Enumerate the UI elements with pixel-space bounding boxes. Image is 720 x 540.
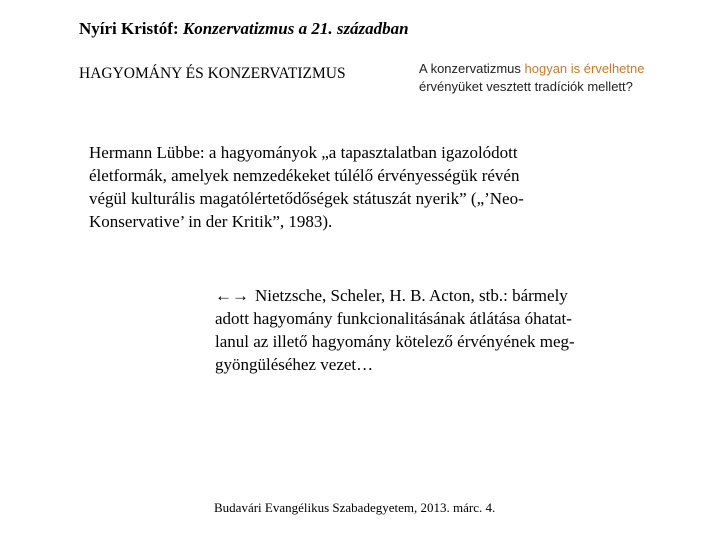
question-line-2: érvényüket vesztett tradíciók mellett? bbox=[419, 79, 633, 94]
footer-credit: Budavári Evangélikus Szabadegyetem, 2013. márc. 4. bbox=[214, 500, 496, 515]
question-highlight: hogyan is érvelhetne bbox=[524, 61, 645, 76]
quote-line: végül kulturális magatólértetődőségek státuszát nyerik” („’Neo- bbox=[89, 189, 524, 208]
luebbe-quote bbox=[89, 141, 619, 233]
counter-note bbox=[215, 284, 655, 376]
section-heading: HAGYOMÁNY ÉS KONZERVATIZMUS bbox=[79, 65, 346, 82]
quote-line: életformák, amelyek nemzedékeket túlélő érvényességük révén bbox=[89, 166, 520, 185]
question-part-1: A konzervatizmus bbox=[419, 61, 525, 76]
note-line-first bbox=[215, 284, 655, 307]
guiding-question bbox=[419, 60, 689, 96]
left-right-arrow-icon: ←→ bbox=[215, 286, 249, 305]
note-line: lanul az illető hagyomány kötelező érvényének meg- bbox=[215, 332, 575, 351]
note-line: adott hagyomány funkcionalitásának átlátása óhatat- bbox=[215, 309, 572, 328]
quote-line: Hermann Lübbe: a hagyományok „a tapasztalatban igazolódott bbox=[89, 143, 518, 162]
title-author: Nyíri Kristóf: bbox=[79, 19, 179, 38]
note-line: Nietzsche, Scheler, H. B. Acton, stb.: bármely bbox=[255, 286, 568, 305]
title-work: Konzervatizmus a 21. században bbox=[182, 19, 409, 38]
slide-title bbox=[79, 19, 409, 39]
note-line: gyöngüléséhez vezet… bbox=[215, 355, 374, 374]
quote-line: Konservative’ in der Kritik”, 1983). bbox=[89, 212, 333, 231]
